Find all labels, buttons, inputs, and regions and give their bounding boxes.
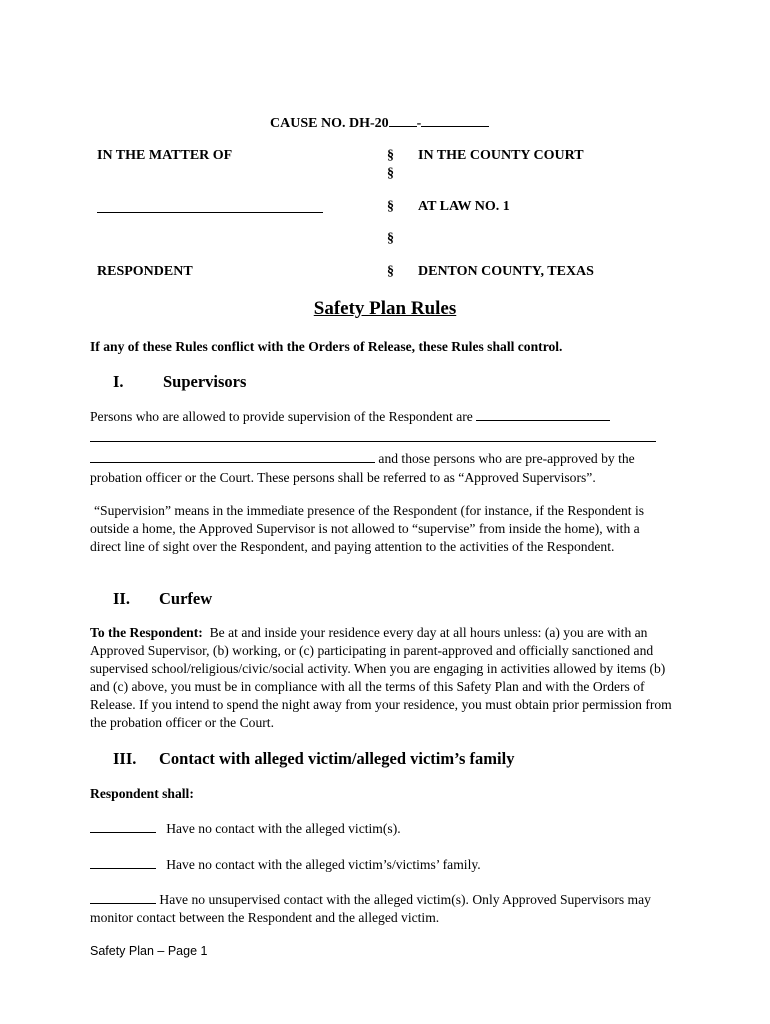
section-sign: §: [387, 166, 394, 181]
section-3-heading: Contact with alleged victim/alleged victim’s family: [159, 749, 515, 768]
cause-year-blank[interactable]: [389, 113, 417, 127]
cause-number-blank[interactable]: [421, 113, 489, 127]
section-3-numeral: III.: [113, 749, 137, 768]
section-1-heading: Supervisors: [163, 372, 247, 391]
supervisors-line-1: [90, 407, 610, 426]
respondent-label: RESPONDENT: [97, 264, 193, 279]
contact-item-2-checkbox-blank[interactable]: [90, 855, 156, 869]
supervisors-blank-2[interactable]: [90, 441, 656, 442]
court-county: DENTON COUNTY, TEXAS: [418, 264, 594, 279]
curfew-text: Be at and inside your residence every day at all hours unless: (a) you are with an Approved Supervisor, (b) working, or (c) participating in parent-approved and officially sanctioned and supervised school/religious/civic/social activity. When you are engaging in activities allowed by items (b) and (c) above, you must be in compliance with all the terms of this Safety Plan and with the Orders of Release. If you intend to spend the night away from your residence, you must obtain prior permission from the probation officer or the Court.: [90, 625, 672, 730]
section-sign: §: [387, 264, 394, 279]
contact-item-3-text: Have no unsupervised contact with the alleged victim(s). Only Approved Supervisors may monitor contact between the Respondent and the alleged victim.: [90, 892, 651, 925]
contact-item-2-text: Have no contact with the alleged victim’s/victims’ family.: [166, 857, 481, 872]
supervisors-blank-3[interactable]: [90, 449, 375, 463]
supervisors-preapproved-text: and those persons who are pre-approved by the: [378, 451, 635, 466]
contact-item-3-checkbox-blank[interactable]: [90, 890, 156, 904]
document-title: Safety Plan Rules: [313, 298, 457, 319]
cause-label: CAUSE NO. DH-20: [270, 116, 389, 131]
cause-separator: -: [416, 116, 422, 131]
supervisors-intro-text: Persons who are allowed to provide supervision of the Respondent are: [90, 409, 473, 424]
contact-lead: Respondent shall:: [90, 786, 194, 801]
section-sign: §: [387, 199, 394, 214]
intro-statement: If any of these Rules conflict with the Orders of Release, these Rules shall control.: [90, 339, 563, 354]
section-sign: §: [387, 231, 394, 246]
curfew-paragraph: [90, 624, 678, 732]
contact-item-2: [90, 855, 481, 874]
court-name: IN THE COUNTY COURT: [418, 148, 584, 163]
supervision-definition: “Supervision” means in the immediate presence of the Respondent (for instance, if the Respondent is outside a home, the Approved Supervisor is not allowed to “supervise” from inside the home), with a direct line of sight over the Respondent, and paying attention to the activities of the Respondent.: [90, 503, 645, 554]
supervisors-blank-1[interactable]: [476, 407, 610, 421]
page-footer: Safety Plan – Page 1: [90, 944, 208, 958]
court-number: AT LAW NO. 1: [418, 199, 510, 214]
contact-item-1-checkbox-blank[interactable]: [90, 819, 156, 833]
supervisors-line-4: probation officer or the Court. These persons shall be referred to as “Approved Supervisors”.: [90, 470, 596, 485]
in-the-matter-of: IN THE MATTER OF: [97, 148, 233, 163]
supervisors-line-3: [90, 449, 635, 468]
respondent-name-blank[interactable]: [97, 212, 323, 213]
contact-item-3: [90, 890, 682, 927]
contact-item-1-text: Have no contact with the alleged victim(s).: [166, 821, 401, 836]
section-2-heading: Curfew: [159, 589, 213, 608]
section-2-numeral: II.: [113, 589, 130, 608]
contact-item-1: [90, 819, 401, 838]
curfew-lead: To the Respondent:: [90, 625, 203, 640]
section-sign: §: [387, 148, 394, 163]
cause-number: [270, 113, 489, 132]
section-1-numeral: I.: [113, 372, 124, 391]
